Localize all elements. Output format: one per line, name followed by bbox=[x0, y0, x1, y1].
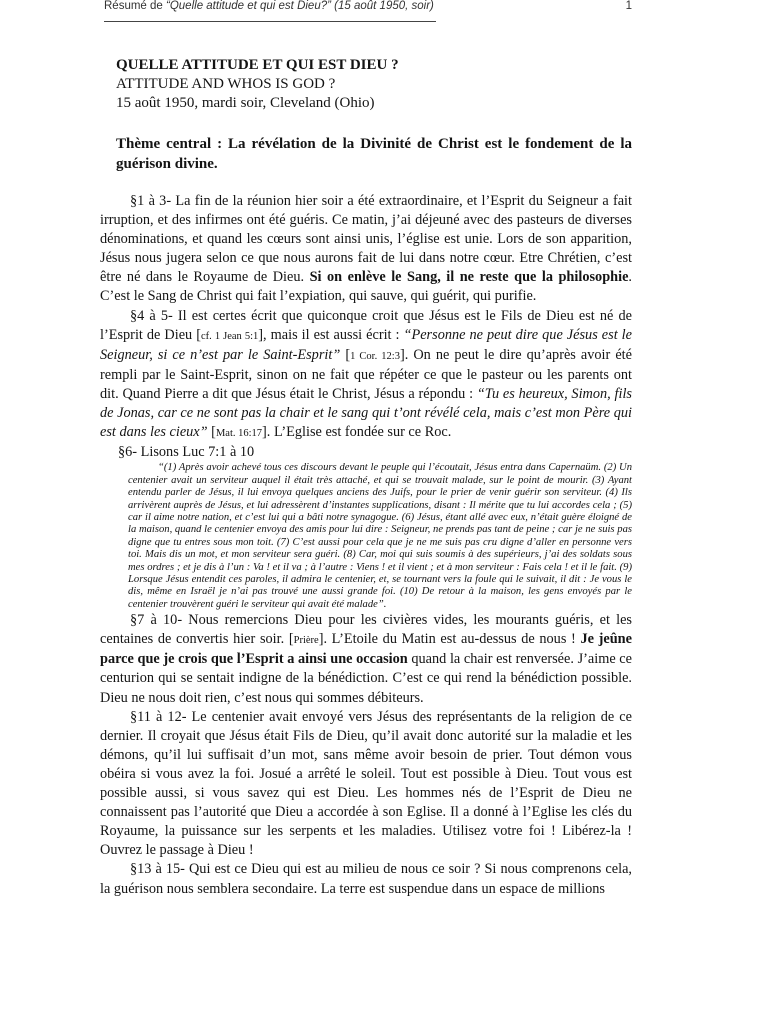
bold-emphasis: Je jeûne parce que je crois que l’Esprit a ainsi une occasion bbox=[100, 631, 632, 668]
paragraph-text: quand la chair est renversée. J’aime ce centurion qui se sentait indigne de la bénédiction. C’est ce qui rend la bénédiction possible. Dieu ne nous doit rien, c’est nous qui sommes débiteurs. bbox=[100, 651, 632, 706]
paragraph-text: §4 à 5- Il est certes écrit que quiconque croit que Jésus est le Fils de Dieu est né de l’Esprit de Dieu [ bbox=[100, 307, 632, 343]
title-block bbox=[116, 56, 636, 113]
paragraph-text: [ bbox=[340, 346, 351, 363]
header-rule bbox=[104, 21, 436, 22]
scripture-quote: “Personne ne peut dire que Jésus est le Seigneur, si ce n’est par le Saint-Esprit” bbox=[100, 326, 633, 363]
paragraph-11-12: §11 à 12- Le centenier avait envoyé vers Jésus des représentants de la religion de ce dernier. Il croyait que Jésus était Fils de Dieu, qu’il avait donc autorité sur la maladie et les démons, qu’il lui suffisait d’un mot, sans même avoir besoin de prier. Tout démon vous obéira si vous avez la foi. Josué a arrêté le soleil. Tout est possible à Dieu. Tout vous est possible aussi, si vous savez qui est Dieu. Les hommes nés de l’Esprit de Dieu ne connaissent pas l’autorité que Dieu a accordée à son Eglise. Il a donné à l’Eglise les clés du Royaume, la puissance sur les serpents et les maladies. Utilisez votre foi ! Libérez-la ! Ouvrez le passage à Dieu ! bbox=[100, 708, 632, 859]
paragraph-7-10 bbox=[100, 611, 632, 707]
scripture-reference: Mat. 16:17 bbox=[215, 428, 263, 440]
paragraph-6: §6- Lisons Luc 7:1 à 10 bbox=[118, 444, 255, 461]
paragraph-text: ]. On ne peut le dire qu’après avoir été rempli par le Saint-Esprit, sinon on ne fait que répéter ce que le pasteur ou les parents ont dit. Quand Pierre a dit que Jésus était le Christ, Jésus a répondu : bbox=[100, 346, 632, 402]
paragraph-text: §7 à 10- Nous remercions Dieu pour les civières vides, les mourants guéris, et les centaines de convertis hier soir. [ bbox=[100, 612, 632, 648]
paragraph-text: §1 à 3- La fin de la réunion hier soir a été extraordinaire, et l’Esprit du Seigneur a fait irruption, et des infirmes ont été guéris. Ce matin, j’ai déjeuné avec des pasteurs de diverses dénominations, et quand les cœurs sont ainsi unis, l’église est unie. Lors de son apparition, Jésus nous jugera selon ce que nous aurons fait de lui dans notre cœur. Etre Chrétien, c’est être né dans le Royaume de Dieu. bbox=[100, 193, 632, 286]
header-prefix: Résumé de bbox=[104, 0, 167, 12]
title-french: QUELLE ATTITUDE ET QUI EST DIEU ? bbox=[116, 57, 399, 73]
title-date-place: 15 août 1950, mardi soir, Cleveland (Ohio) bbox=[116, 95, 375, 111]
paragraph-text: . C’est le Sang de Christ qui fait l’expiation, qui sauve, qui guérit, qui purifie. bbox=[100, 269, 632, 305]
title-english: ATTITUDE AND WHOS IS GOD ? bbox=[116, 76, 336, 92]
bold-emphasis: Si on enlève le Sang, il ne reste que la philosophie bbox=[309, 269, 629, 286]
prayer-note: Prière bbox=[293, 635, 319, 647]
header-date: (15 août 1950, soir) bbox=[330, 0, 434, 12]
paragraph-text: ], mais il est aussi écrit : bbox=[258, 326, 404, 343]
running-header bbox=[104, 0, 632, 20]
paragraph-text: [ bbox=[207, 424, 216, 441]
header-quoted-title: “Quelle attitude et qui est Dieu?” bbox=[166, 0, 331, 12]
scripture-reference: 1 Cor. 12:3 bbox=[350, 350, 400, 362]
paragraph-text: ]. L’Etoile du Matin est au-dessus de nous ! bbox=[318, 631, 581, 648]
central-theme: Thème central : La révélation de la Divinité de Christ est le fondement de la guérison divine. bbox=[116, 136, 632, 172]
scripture-reference: cf. 1 Jean 5:1 bbox=[200, 330, 259, 342]
page-number: 1 bbox=[625, 0, 632, 12]
document-body bbox=[100, 192, 632, 899]
scripture-block-quote: “(1) Après avoir achevé tous ces discours devant le peuple qui l’écoutait, Jésus entra dans Capernaüm. (2) Un centenier avait un serviteur auquel il était très attaché, et qui se trouvait malade, sur le point de mourir. (3) Ayant entendu parler de Jésus, il lui envoya quelques anciens des Juifs, pour le prier de venir guérir son serviteur. (4) Ils arrivèrent auprès de Jésus, et lui adressèrent d’instantes supplications, disant : Il mérite que tu lui accordes cela ; (5) car il aime notre nation, et c’est lui qui a bâti notre synagogue. (6) Jésus, étant allé avec eux, n’était guère éloigné de la maison, quand le centenier envoya des amis pour lui dire : Seigneur, ne prends pas tant de peine ; car je ne suis pas digne que tu entres sous mon toit. (7) C’est aussi pour cela que je ne me suis pas cru digne d’aller en personne vers toi. Mais dis un mot, et mon serviteur sera guéri. (8) Car, moi qui suis soumis à des supérieurs, j’ai des soldats sous mes ordres ; et je dis à l’un : Va ! et il va ; à l’autre : Viens ! et il vient ; et à mon serviteur : Fais cela ! et il le fait. (9) Lorsque Jésus entendit ces paroles, il admira le centenier, et, se tournant vers la foule qui le suivait, il dit : Je vous le dis, même en Israël je n’ai pas trouvé une aussi grande foi. (10) De retour à la maison, les gens envoyés par le centenier trouvèrent guéri le serviteur qui avait été malade”. bbox=[128, 462, 632, 610]
paragraph-1-3 bbox=[100, 192, 632, 307]
paragraph-13-15: §13 à 15- Qui est ce Dieu qui est au milieu de nous ce soir ? Si nous comprenons cela, la guérison nous semblera secondaire. La terre est suspendue dans un espace de millions bbox=[100, 861, 632, 897]
scripture-quote: “Tu es heureux, Simon, fils de Jonas, car ce ne sont pas la chair et le sang qui t’ont révélé cela, mais c’est mon Père qui est dans les cieux” bbox=[100, 385, 633, 441]
paragraph-text: ]. L’Eglise est fondée sur ce Roc. bbox=[262, 424, 452, 441]
paragraph-4-5 bbox=[100, 307, 632, 444]
header-title bbox=[104, 0, 434, 12]
